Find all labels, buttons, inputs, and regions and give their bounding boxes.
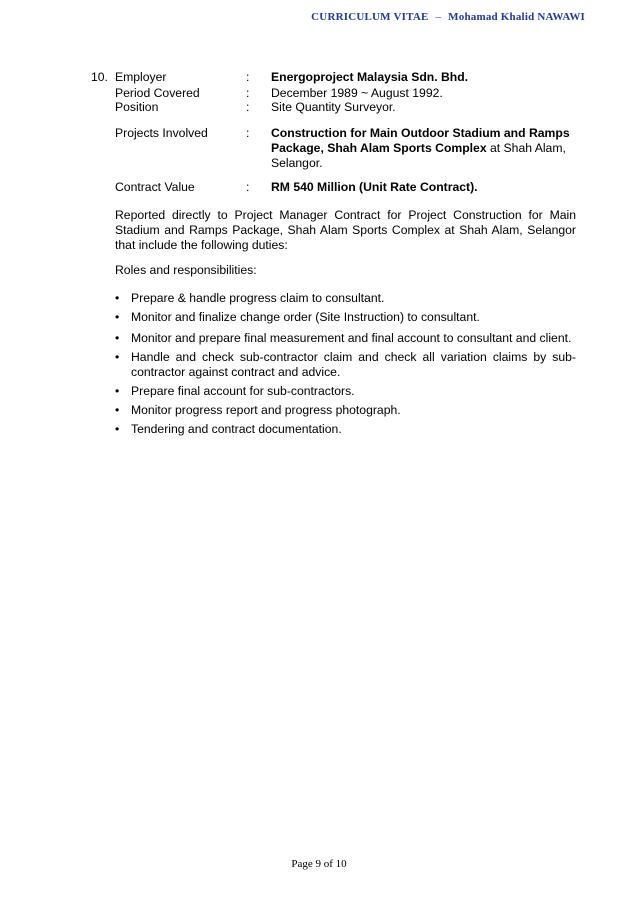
summary-paragraph: Reported directly to Project Manager Contract for Project Construction for Main Stadium and Ramps Package, Shah Alam Sports Complex at Shah Alam, Selangor that include the following duties: xyxy=(115,208,576,252)
bullet: • xyxy=(115,350,120,364)
list-item: • Monitor progress report and progress photograph. xyxy=(115,403,401,417)
roles-heading: Roles and responsibilities: xyxy=(115,263,257,277)
header-name: Mohamad Khalid NAWAWI xyxy=(448,11,585,23)
bullet: • xyxy=(115,422,120,436)
list-item: • Prepare final account for sub-contractors. xyxy=(115,384,355,398)
list-item: • Monitor and prepare final measurement and final account to consultant and client. xyxy=(115,331,572,345)
page-number: Page 9 of 10 xyxy=(291,858,347,870)
entry-number: 10. xyxy=(91,70,108,84)
header-separator: – xyxy=(435,11,442,23)
colon: : xyxy=(246,86,250,100)
list-item: • Handle and check sub-contractor claim and check all variation claims by sub-contractor against contract and advice. xyxy=(115,350,576,379)
contract-value: RM 540 Million (Unit Rate Contract). xyxy=(271,180,478,194)
projects-value-rest: at Shah Alam, Selangor. xyxy=(271,141,566,170)
bullet: • xyxy=(115,331,120,345)
period-value: December 1989 ~ August 1992. xyxy=(271,86,443,100)
list-item: • Prepare & handle progress claim to consultant. xyxy=(115,291,385,305)
employer-value: Energoproject Malaysia Sdn. Bhd. xyxy=(271,70,469,84)
position-value: Site Quantity Surveyor. xyxy=(271,100,396,114)
colon: : xyxy=(246,70,250,84)
employer-label: Employer xyxy=(115,70,167,84)
bullet: • xyxy=(115,384,120,398)
bullet: • xyxy=(115,310,120,324)
position-label: Position xyxy=(115,100,159,114)
bullet: • xyxy=(115,291,120,305)
colon: : xyxy=(246,100,250,114)
list-item: • Tendering and contract documentation. xyxy=(115,422,342,436)
projects-label: Projects Involved xyxy=(115,126,208,140)
colon: : xyxy=(246,126,250,140)
list-item: • Monitor and finalize change order (Site Instruction) to consultant. xyxy=(115,310,480,324)
bullet: • xyxy=(115,403,120,417)
colon: : xyxy=(246,180,250,194)
page-header xyxy=(311,11,585,23)
period-label: Period Covered xyxy=(115,86,200,100)
header-title: CURRICULUM VITAE xyxy=(311,11,429,23)
duties-list xyxy=(115,291,576,437)
projects-value-bold: Construction for Main Outdoor Stadium and Ramps Package, Shah Alam Sports Complex xyxy=(271,126,570,155)
projects-value xyxy=(271,126,571,171)
contract-label: Contract Value xyxy=(115,180,195,194)
